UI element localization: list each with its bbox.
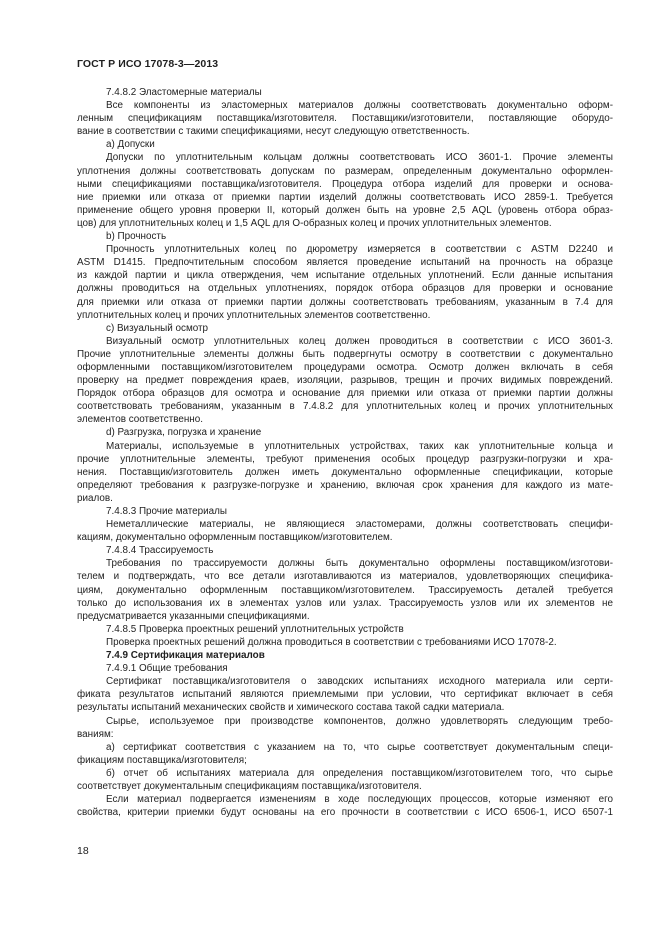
text-line: применение общего уровня проверки II, который должен быть на уровне 2,5 AQL (уровень отбора образ- (77, 204, 613, 216)
text-line: проверку на предмет повреждения краев, изоляции, разрывов, трещин и прочих видимых повреждений. (77, 375, 613, 387)
text-line: ленным спецификациям поставщика/изготовителя. Поставщики/изготовители, поставляющие оборудо- (77, 113, 613, 125)
section-heading: 7.4.9 Сертификация материалов (106, 650, 265, 662)
text-line: риалов. (77, 492, 113, 504)
subsection-heading: 7.4.8.4 Трассируемость (106, 545, 214, 557)
text-line: ASTM D1415. Предпочтительным способом является проведение испытаний на прочность на образце (77, 257, 613, 269)
subsection-heading: 7.4.8.2 Эластомерные материалы (106, 87, 262, 98)
text-line: кациям, документально оформленным поставщиком/изготовителем. (77, 532, 393, 544)
text-line: из каждой партии и цикла отверждения, чем испытание отдельных уплотнений. Если данные испытания (77, 270, 613, 282)
text-line: Порядок отбора образцов для осмотра и основание для приемки или отказа от приемки партии должны (77, 388, 613, 400)
list-item: а) сертификат соответствия с указанием на то, что сырье соответствует документальным специ- (106, 741, 613, 753)
text-line: уплотнительных колец и прочих уплотнительных элементов соответственно. (77, 309, 431, 321)
text-line: Если материал подвергается изменениям в ходе последующих процессов, которые изменяют его (106, 794, 613, 806)
text-line: ваниям: (77, 728, 114, 740)
text-line: ными спецификациями поставщика/изготовителя. Процедура отбора изделий для проверки и основа- (77, 178, 613, 190)
text-line: Проверка проектных решений должна проводиться в соответствии с требованиями ИСО 17078-2. (106, 636, 557, 648)
list-heading: c) Визуальный осмотр (106, 322, 209, 334)
text-line: телем и подтверждать, что все детали изготавливаются из материалов, удовлетворяющих специфика- (77, 571, 613, 583)
text-line: Сертификат поставщика/изготовителя о заводских испытаниях исходного материала или серти- (106, 676, 613, 688)
page-body (77, 86, 613, 819)
text-line: Неметаллические материалы, не являющиеся эластомерами, должны соответствовать специфи- (106, 519, 613, 531)
text-line: вание в соответствии с такими спецификациями, несут следующую ответственность. (77, 126, 470, 138)
text-line: Прочность уплотнительных колец по дюрометру измеряется в соответствии с ASTM D2240 и (106, 244, 613, 256)
list-heading: а) Допуски (106, 139, 155, 151)
text-line: результаты испытаний механических свойств и химического состава такой садки материала. (77, 702, 505, 714)
text-line: Прочие уплотнительные элементы должны быть подвергнуты осмотру в соответствии с документально (77, 348, 613, 360)
text-line: Визуальный осмотр уплотнительных колец должен проводиться в соответствии с ИСО 3601-3. (106, 335, 613, 347)
text-line: Материалы, используемые в уплотнительных устройствах, таких как уплотнительные кольца и (106, 440, 613, 452)
text-line: свойства, критерии приемки будут основаны на его прочности в соответствии с ИСО 6506-1, ИСО 6507-1 (77, 807, 613, 819)
text-line: фиката результатов испытаний являются приемлемыми при условии, что сертификат включает в себя (77, 689, 613, 701)
text-line: для приемки или отказа от приемки партии должны соответствовать требованиям, указанным в 7.4 для (77, 296, 613, 308)
text-line: цов) для уплотнительных колец и 1,5 AQL для О-образных колец и прочих уплотнительных элементов. (77, 217, 552, 229)
subsection-heading: 7.4.9.1 Общие требования (106, 663, 228, 675)
list-heading: d) Разгрузка, погрузка и хранение (106, 427, 262, 439)
text-line: элементов соответственно. (77, 414, 203, 426)
text-line: только до использования их в элементах узлов или узлах. Трассируемость узлов или их элементов не (77, 597, 613, 609)
text-line: соответствовать требованиям, указанным в 7.4.8.2 для уплотнительных колец и прочих уплотнительных (77, 401, 613, 413)
text-line: Требования по трассируемости должны быть документально оформлены поставщиком/изготови- (106, 558, 613, 570)
text-line: нения. Поставщик/изготовитель должен иметь документально оформленные спецификации, которые (77, 466, 613, 478)
list-item: б) отчет об испытаниях материала для определения поставщиком/изготовителем того, что сырье (106, 767, 613, 779)
text-line: циям, документально оформленным поставщиком/изготовителем. Трассируемость деталей требуется (77, 584, 613, 596)
text-line: ние приемки или отказа от приемки партии изделий должны соответствовать ИСО 2859-1. Требуется (77, 191, 613, 203)
text-line: определяют требования к разгрузке-погрузке и хранению, включая срок хранения для каждого из мате- (77, 479, 613, 491)
text-line: Сырье, используемое при производстве компонентов, должно удовлетворять следующим требо- (106, 715, 613, 727)
text-line: фикациям поставщика/изготовителя; (77, 754, 247, 766)
text-line: Все компоненты из эластомерных материалов должны соответствовать документально оформ- (106, 100, 613, 112)
text-line: должны проводиться на отдельных уплотнениях, порядок отбора образцов для проверки и основание (77, 283, 613, 295)
text-line: прочие уплотнительные элементы, требуют применения особых процедур разгрузки-погрузки и хра- (77, 453, 613, 465)
text-line: предусматривается указанными спецификациями. (77, 610, 310, 622)
text-line: уплотнения должны соответствовать допускам по размерам, определенным документально оформлен- (77, 165, 613, 177)
standard-header: ГОСТ Р ИСО 17078-3—2013 (77, 58, 219, 70)
subsection-heading: 7.4.8.5 Проверка проектных решений уплотнительных устройств (106, 623, 404, 635)
text-line: оформленными поставщиком/изготовителем процедурами осмотра. Осмотр должен включать в себя (77, 361, 613, 373)
text-line: Допуски по уплотнительным кольцам должны соответствовать ИСО 3601-1. Прочие элементы (106, 152, 613, 164)
text-line: соответствует документальным спецификациям поставщика/изготовителя. (77, 780, 422, 792)
subsection-heading: 7.4.8.3 Прочие материалы (106, 506, 228, 517)
page-number: 18 (77, 845, 89, 857)
list-heading: b) Прочность (106, 231, 167, 243)
